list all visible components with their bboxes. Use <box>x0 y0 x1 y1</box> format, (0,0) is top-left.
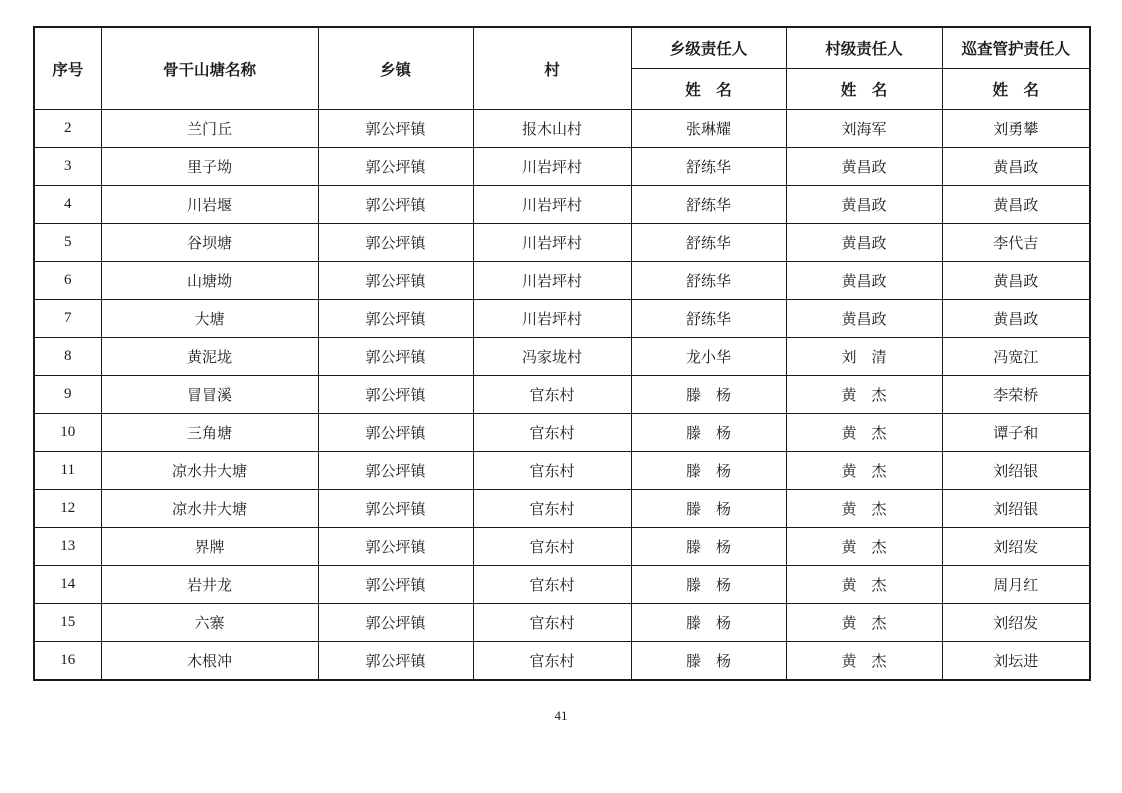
cell-village-person: 黄昌政 <box>786 224 942 262</box>
cell-township: 郭公坪镇 <box>318 566 473 604</box>
cell-village: 官东村 <box>473 490 631 528</box>
cell-township-person: 滕 杨 <box>631 490 786 528</box>
cell-no: 3 <box>34 148 101 186</box>
cell-township: 郭公坪镇 <box>318 300 473 338</box>
cell-township-person: 滕 杨 <box>631 604 786 642</box>
cell-village: 川岩坪村 <box>473 224 631 262</box>
cell-township-person: 舒练华 <box>631 148 786 186</box>
cell-village: 川岩坪村 <box>473 262 631 300</box>
cell-township: 郭公坪镇 <box>318 528 473 566</box>
cell-village-person: 刘海军 <box>786 110 942 148</box>
cell-village: 川岩坪村 <box>473 186 631 224</box>
cell-village-person: 刘 清 <box>786 338 942 376</box>
cell-village: 官东村 <box>473 604 631 642</box>
header-row-main <box>34 27 1090 69</box>
header-col-village-resp: 村级责任人 <box>786 27 942 69</box>
cell-no: 14 <box>34 566 101 604</box>
header-col-pond: 骨干山塘名称 <box>101 27 318 110</box>
cell-no: 7 <box>34 300 101 338</box>
table-row <box>34 262 1090 300</box>
cell-village-person: 黄昌政 <box>786 262 942 300</box>
cell-patrol-person: 刘绍发 <box>942 604 1090 642</box>
cell-village: 官东村 <box>473 414 631 452</box>
cell-village-person: 黄 杰 <box>786 528 942 566</box>
cell-township-person: 滕 杨 <box>631 566 786 604</box>
table-row <box>34 528 1090 566</box>
header-col-patrol-resp: 巡查管护责任人 <box>942 27 1090 69</box>
cell-village-person: 黄 杰 <box>786 414 942 452</box>
cell-no: 2 <box>34 110 101 148</box>
cell-village-person: 黄 杰 <box>786 376 942 414</box>
cell-township: 郭公坪镇 <box>318 490 473 528</box>
table-row <box>34 490 1090 528</box>
cell-pond: 大塘 <box>101 300 318 338</box>
header-col-township-resp: 乡级责任人 <box>631 27 786 69</box>
cell-no: 4 <box>34 186 101 224</box>
cell-township: 郭公坪镇 <box>318 186 473 224</box>
table-body <box>34 110 1090 681</box>
cell-pond: 黄泥垅 <box>101 338 318 376</box>
cell-patrol-person: 刘勇攀 <box>942 110 1090 148</box>
cell-township-person: 滕 杨 <box>631 376 786 414</box>
cell-no: 15 <box>34 604 101 642</box>
cell-township: 郭公坪镇 <box>318 148 473 186</box>
cell-village-person: 黄 杰 <box>786 604 942 642</box>
cell-pond: 岩井龙 <box>101 566 318 604</box>
cell-pond: 兰门丘 <box>101 110 318 148</box>
table-row <box>34 110 1090 148</box>
subheader-township-name: 姓 名 <box>631 69 786 110</box>
cell-no: 8 <box>34 338 101 376</box>
cell-village-person: 黄 杰 <box>786 490 942 528</box>
cell-township-person: 滕 杨 <box>631 452 786 490</box>
table-row <box>34 148 1090 186</box>
cell-township-person: 舒练华 <box>631 300 786 338</box>
cell-village-person: 黄昌政 <box>786 300 942 338</box>
table-row <box>34 186 1090 224</box>
cell-township: 郭公坪镇 <box>318 376 473 414</box>
cell-no: 6 <box>34 262 101 300</box>
table-row <box>34 224 1090 262</box>
cell-township-person: 张琳耀 <box>631 110 786 148</box>
cell-village-person: 黄 杰 <box>786 452 942 490</box>
cell-patrol-person: 冯宽江 <box>942 338 1090 376</box>
cell-village: 官东村 <box>473 376 631 414</box>
header-col-no: 序号 <box>34 27 101 110</box>
cell-village: 官东村 <box>473 566 631 604</box>
cell-patrol-person: 黄昌政 <box>942 186 1090 224</box>
cell-village-person: 黄昌政 <box>786 148 942 186</box>
table-header <box>34 27 1090 110</box>
cell-no: 10 <box>34 414 101 452</box>
cell-pond: 里子坳 <box>101 148 318 186</box>
cell-township: 郭公坪镇 <box>318 414 473 452</box>
header-col-village: 村 <box>473 27 631 110</box>
cell-patrol-person: 黄昌政 <box>942 148 1090 186</box>
cell-township-person: 滕 杨 <box>631 642 786 681</box>
table-row <box>34 414 1090 452</box>
cell-village-person: 黄 杰 <box>786 566 942 604</box>
cell-township: 郭公坪镇 <box>318 224 473 262</box>
cell-pond: 川岩堰 <box>101 186 318 224</box>
subheader-patrol-name: 姓 名 <box>942 69 1090 110</box>
cell-village: 冯家垅村 <box>473 338 631 376</box>
cell-township-person: 滕 杨 <box>631 414 786 452</box>
cell-patrol-person: 谭子和 <box>942 414 1090 452</box>
cell-pond: 六寨 <box>101 604 318 642</box>
cell-pond: 木根冲 <box>101 642 318 681</box>
cell-patrol-person: 刘绍银 <box>942 490 1090 528</box>
cell-village: 官东村 <box>473 528 631 566</box>
cell-patrol-person: 黄昌政 <box>942 300 1090 338</box>
cell-pond: 冒冒溪 <box>101 376 318 414</box>
cell-township-person: 舒练华 <box>631 224 786 262</box>
cell-no: 13 <box>34 528 101 566</box>
cell-patrol-person: 刘绍银 <box>942 452 1090 490</box>
cell-village-person: 黄昌政 <box>786 186 942 224</box>
table-row <box>34 642 1090 681</box>
cell-township: 郭公坪镇 <box>318 338 473 376</box>
cell-patrol-person: 黄昌政 <box>942 262 1090 300</box>
cell-township: 郭公坪镇 <box>318 604 473 642</box>
cell-village: 官东村 <box>473 642 631 681</box>
cell-township-person: 龙小华 <box>631 338 786 376</box>
cell-patrol-person: 刘绍发 <box>942 528 1090 566</box>
cell-township: 郭公坪镇 <box>318 262 473 300</box>
table-row <box>34 376 1090 414</box>
cell-township-person: 滕 杨 <box>631 528 786 566</box>
cell-village: 报木山村 <box>473 110 631 148</box>
cell-township: 郭公坪镇 <box>318 642 473 681</box>
pond-responsibility-table <box>33 26 1091 681</box>
cell-no: 11 <box>34 452 101 490</box>
cell-village-person: 黄 杰 <box>786 642 942 681</box>
cell-no: 9 <box>34 376 101 414</box>
cell-township: 郭公坪镇 <box>318 452 473 490</box>
table-row <box>34 452 1090 490</box>
cell-patrol-person: 李荣桥 <box>942 376 1090 414</box>
cell-no: 12 <box>34 490 101 528</box>
cell-pond: 山塘坳 <box>101 262 318 300</box>
table-row <box>34 338 1090 376</box>
subheader-village-name: 姓 名 <box>786 69 942 110</box>
cell-no: 5 <box>34 224 101 262</box>
cell-pond: 凉水井大塘 <box>101 452 318 490</box>
cell-township: 郭公坪镇 <box>318 110 473 148</box>
cell-pond: 界牌 <box>101 528 318 566</box>
header-col-township: 乡镇 <box>318 27 473 110</box>
cell-pond: 凉水井大塘 <box>101 490 318 528</box>
cell-patrol-person: 刘坛进 <box>942 642 1090 681</box>
cell-patrol-person: 周月红 <box>942 566 1090 604</box>
cell-village: 川岩坪村 <box>473 300 631 338</box>
cell-township-person: 舒练华 <box>631 262 786 300</box>
table-row <box>34 300 1090 338</box>
page-number: 41 <box>554 708 568 723</box>
cell-pond: 谷坝塘 <box>101 224 318 262</box>
table-row <box>34 566 1090 604</box>
cell-village: 川岩坪村 <box>473 148 631 186</box>
cell-pond: 三角塘 <box>101 414 318 452</box>
table-row <box>34 604 1090 642</box>
cell-no: 16 <box>34 642 101 681</box>
cell-patrol-person: 李代吉 <box>942 224 1090 262</box>
cell-township-person: 舒练华 <box>631 186 786 224</box>
cell-village: 官东村 <box>473 452 631 490</box>
